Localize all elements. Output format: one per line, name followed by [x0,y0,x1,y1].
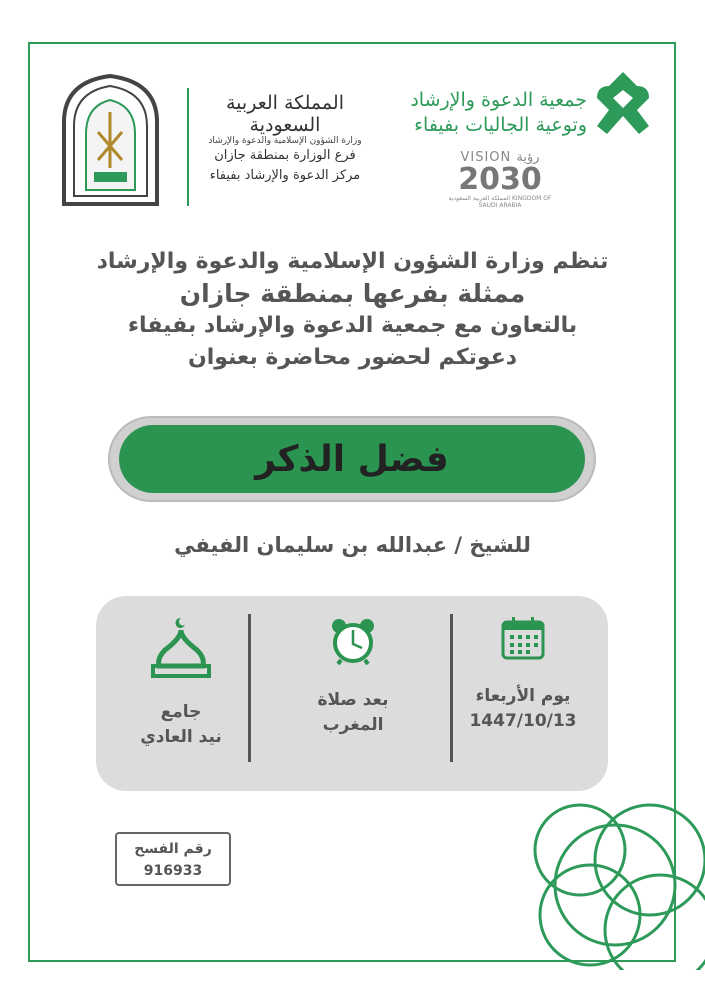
ministry-subtitle: وزارة الشؤون الإسلامية والدعوة والإرشاد [208,136,362,146]
vision-year: 2030 [458,162,542,197]
kingdom-title: المملكة العربية السعودية [226,92,344,136]
detail-place [96,596,266,791]
date-day: يوم الأربعاء [475,686,571,706]
detail-time [268,596,438,791]
intro-line-2: ممثلة بفرعها بمنطقة جازان [179,279,526,308]
speaker: للشيخ / عبدالله بن سليمان الفيفي [174,533,531,557]
lecture-title: فضل الذكر [119,425,585,493]
permit-number: 916933 [143,863,203,879]
association-line1: جمعية الدعوة والإرشاد [410,89,587,111]
ministry-center: مركز الدعوة والإرشاد بفيفاء [209,168,361,183]
permit-box [115,832,231,886]
divider [187,88,189,206]
ministry-emblem-icon [58,72,163,206]
details-panel [96,596,608,791]
association-name [410,88,587,138]
islamic-ornament-icon [520,790,705,970]
date-value: 1447/10/13 [469,711,577,731]
separator [450,614,453,762]
mosque-dome-icon [151,616,211,678]
permit-label: رقم الفسح [134,841,212,857]
time-line1: بعد صلاة [317,690,389,710]
vision-label: VISION رؤية [460,150,540,165]
vision-sub: المملكة العربية السعودية KINGDOM OF SAUDI ARABIA [448,195,552,209]
intro-text [0,246,705,374]
calendar-icon [500,616,546,662]
time-line2: المغرب [322,715,384,735]
ministry-header [190,92,380,186]
detail-date [438,596,608,791]
place-line1: جامع [160,702,202,722]
ministry-branch: فرع الوزارة بمنطقة جازان [214,148,356,163]
intro-line-4: دعوتكم لحضور محاضرة بعنوان [187,345,518,370]
association-line2: وتوعية الجاليات بفيفاء [414,114,587,136]
intro-line-1: تنظم وزارة الشؤون الإسلامية والدعوة والإرشاد [96,249,609,274]
intro-line-3: بالتعاون مع جمعية الدعوة والإرشاد بفيفاء [127,313,578,338]
alarm-clock-icon [329,616,377,666]
place-line2: نيد العادي [140,727,222,747]
association-logo-icon [593,68,653,138]
vision-2030-logo [440,150,560,209]
